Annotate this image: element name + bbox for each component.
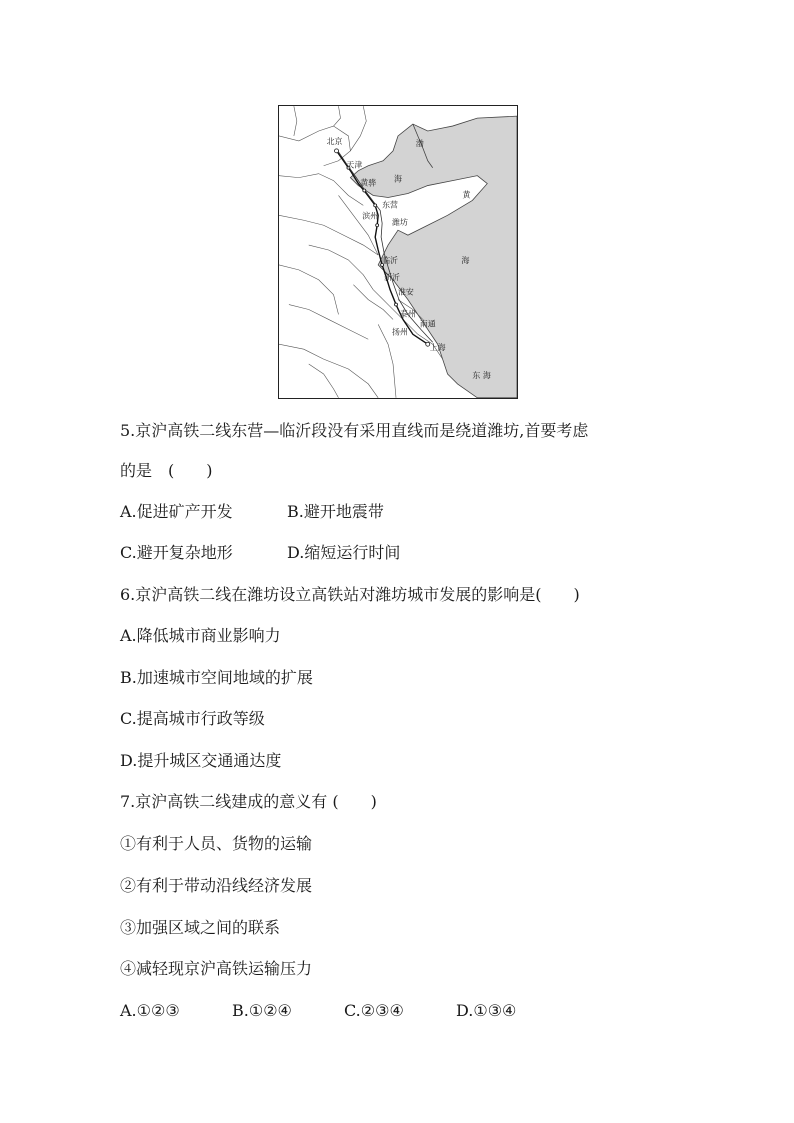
map-svg xyxy=(279,106,517,398)
q7-option-b[interactable]: B.①②④ xyxy=(232,1001,292,1020)
q5-option-b[interactable]: B.避开地震带 xyxy=(287,502,384,521)
q7-options-row xyxy=(120,1001,516,1021)
sea-label-donghai: 东 海 xyxy=(472,370,491,380)
city-label-nantong: 南通 xyxy=(419,319,436,329)
q6-stem: 6.京沪高铁二线在潍坊设立高铁站对潍坊城市发展的影响是( ) xyxy=(120,585,580,604)
city-label-taizhou: 泰州 xyxy=(399,309,416,319)
city-label-binzhou: 滨州 xyxy=(362,211,379,221)
q5-option-c[interactable]: C.避开复杂地形 xyxy=(120,543,233,562)
q6-option-c[interactable]: C.提高城市行政等级 xyxy=(120,709,265,728)
city-label-shanghai: 上海 xyxy=(429,343,446,353)
q5-options-row1 xyxy=(120,502,384,522)
city-label-dongying: 东营 xyxy=(382,200,398,210)
railway-map xyxy=(278,105,518,399)
city-label-beijing: 北京 xyxy=(326,136,343,146)
q5-option-d[interactable]: D.缩短运行时间 xyxy=(287,543,401,562)
sea-label-huang: 黄 xyxy=(462,190,471,200)
sea-label-hai1: 海 xyxy=(394,174,402,184)
q7-option-d[interactable]: D.①③④ xyxy=(456,1001,517,1020)
city-label-xinyi: 新沂 xyxy=(384,272,400,282)
q5-stem-line2: 的是 ( ) xyxy=(120,461,213,480)
sea-label-bo: 渤 xyxy=(415,138,424,148)
q7-stem: 7.京沪高铁二线建成的意义有 ( ) xyxy=(120,792,377,811)
city-label-linyi: 临沂 xyxy=(382,255,398,265)
q6-option-a[interactable]: A.降低城市商业影响力 xyxy=(120,626,281,645)
q7-item-4: ④减轻现京沪高铁运输压力 xyxy=(120,959,313,978)
q6-option-b[interactable]: B.加速城市空间地域的扩展 xyxy=(120,668,313,687)
q7-item-3: ③加强区域之间的联系 xyxy=(120,918,281,937)
city-label-huaian: 淮安 xyxy=(398,287,414,297)
q7-option-a[interactable]: A.①②③ xyxy=(120,1001,180,1020)
q7-item-1: ①有利于人员、货物的运输 xyxy=(120,834,313,853)
q5-options-row2 xyxy=(120,543,400,563)
city-label-tianjin: 天津 xyxy=(346,160,363,170)
city-label-weifang: 潍坊 xyxy=(392,218,408,228)
sea-label-hai2: 海 xyxy=(461,255,470,265)
city-label-yangzhou: 扬州 xyxy=(392,327,408,337)
q7-item-2: ②有利于带动沿线经济发展 xyxy=(120,876,313,895)
q7-option-c[interactable]: C.②③④ xyxy=(344,1001,404,1020)
q5-option-a[interactable]: A.促进矿产开发 xyxy=(120,502,233,521)
q6-option-d[interactable]: D.提升城区交通通达度 xyxy=(120,751,282,770)
city-label-huanghua: 黄骅 xyxy=(360,178,377,188)
sea-area xyxy=(350,116,517,398)
q5-stem-line1: 5.京沪高铁二线东营—临沂段没有采用直线而是绕道潍坊,首要考虑 xyxy=(120,421,589,440)
